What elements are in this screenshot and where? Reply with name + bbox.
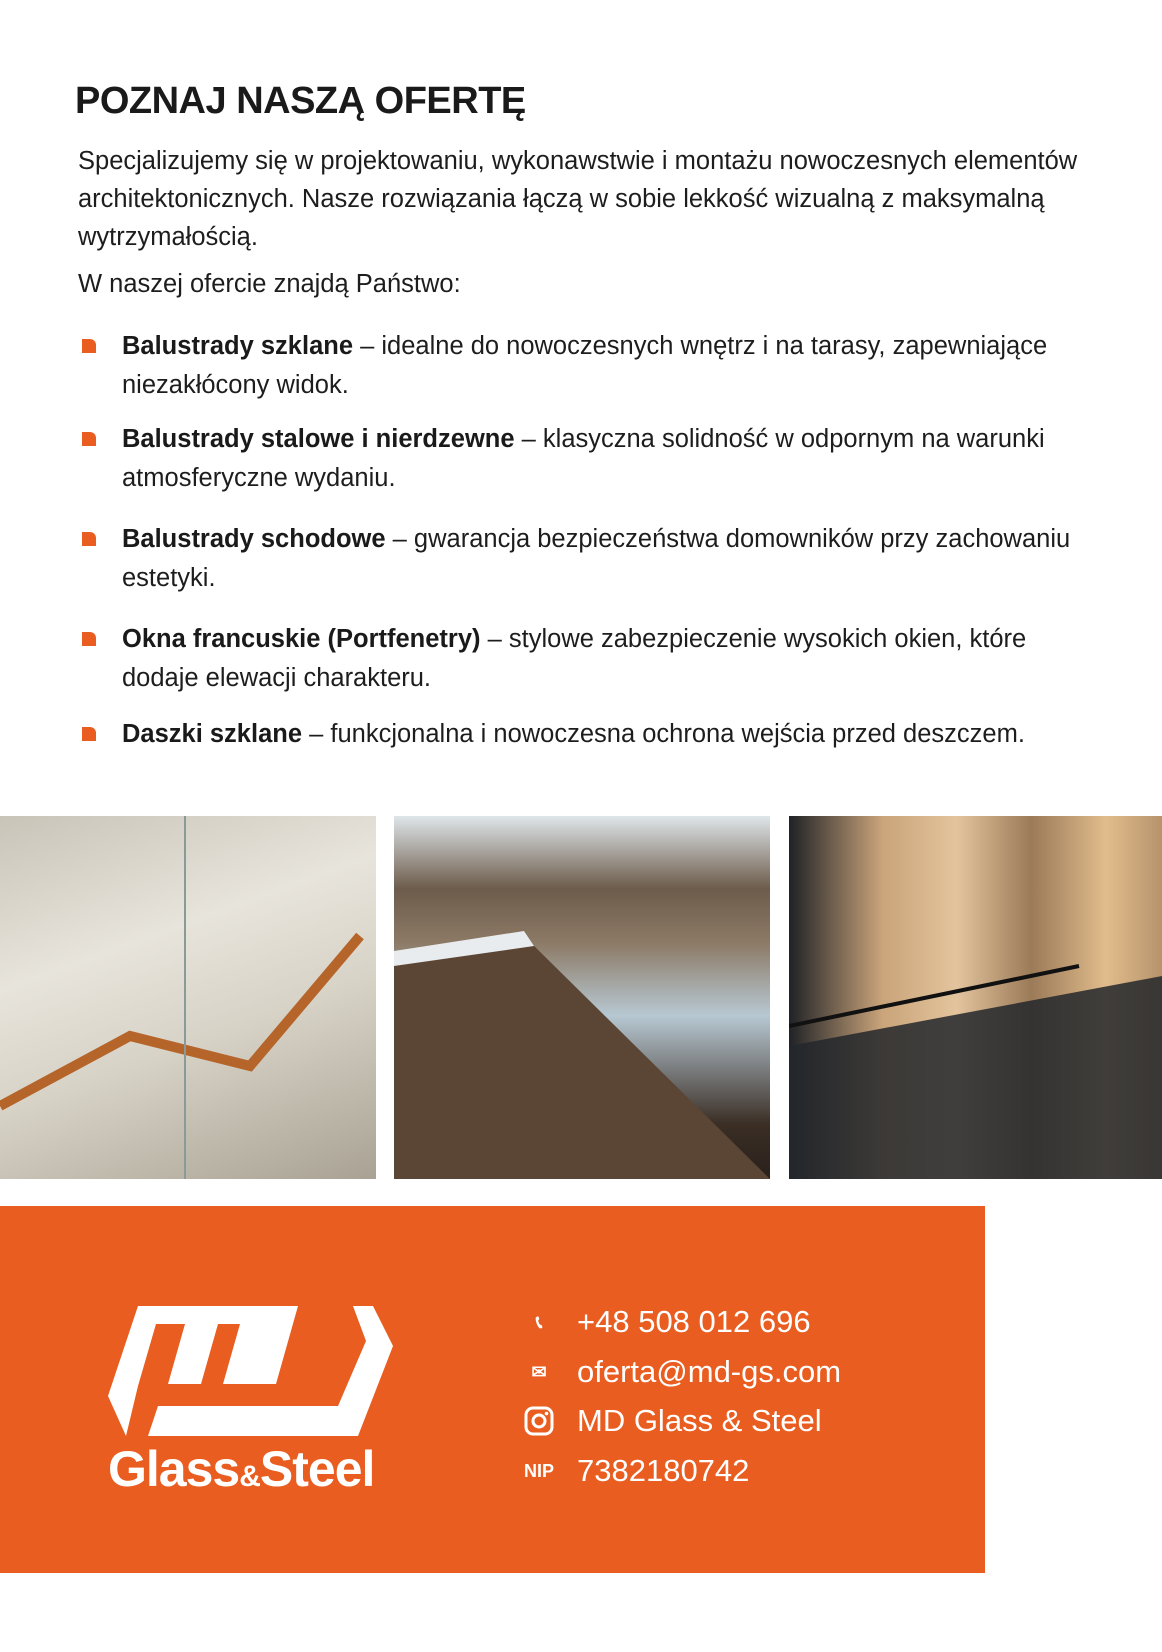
- offer-lead: W naszej ofercie znajdą Państwo:: [78, 270, 461, 298]
- item-desc: – klasyczna solidność w odpornym na warunki atmosferyczne wydaniu.: [122, 425, 1045, 492]
- item-name: Balustrady schodowe: [122, 525, 386, 553]
- contact-footer: [0, 1206, 985, 1573]
- bullet-icon: [82, 532, 96, 546]
- phone-icon: 📞︎: [535, 1311, 543, 1332]
- envelope-icon: ✉: [531, 1361, 547, 1382]
- photo-illuminated-stairs: [789, 816, 1162, 1179]
- list-item: [122, 520, 1102, 598]
- intro-paragraph: Specjalizujemy się w projektowaniu, wykonawstwie i montażu nowoczesnych elementów architektonicznych. Nasze rozwiązania łączą w sobie lekkość wizualną z maksymalną wytrzymałością.: [78, 147, 1078, 251]
- list-item: [122, 420, 1102, 498]
- item-name: Okna francuskie (Portfenetry): [122, 625, 481, 653]
- item-desc: – idealne do nowoczesnych wnętrz i na tarasy, zapewniające niezakłócony widok.: [122, 332, 1048, 399]
- bullet-icon: [82, 432, 96, 446]
- list-item: [122, 715, 1102, 754]
- instagram-icon: [519, 1406, 559, 1436]
- item-name: Daszki szklane: [122, 720, 303, 748]
- bullet-icon: [82, 727, 96, 741]
- nip-label: NIP: [523, 1460, 554, 1481]
- item-desc: – stylowe zabezpieczenie wysokich okien, które dodaje elewacji charakteru.: [122, 625, 1027, 692]
- page-title: POZNAJ NASZĄ OFERTĘ: [75, 80, 526, 122]
- item-name: Balustrady szklane: [122, 332, 354, 360]
- list-item: [122, 620, 1102, 698]
- contact-email[interactable]: ✉ oferta@md-gs.com: [519, 1354, 841, 1390]
- contact-phone[interactable]: 📞︎ +48 508 012 696: [519, 1304, 811, 1340]
- photo-house-glass-balcony: [394, 816, 770, 1179]
- logo-wordmark: Glass&Steel: [108, 1441, 375, 1497]
- list-item: [122, 327, 1102, 405]
- item-desc: – funkcjonalna i nowoczesna ochrona wejścia przed deszczem.: [302, 720, 1025, 748]
- bullet-icon: [82, 632, 96, 646]
- photo-glass-stair-railing: [0, 816, 376, 1179]
- item-desc: – gwarancja bezpieczeństwa domowników przy zachowaniu estetyki.: [122, 525, 1071, 592]
- item-name: Balustrady stalowe i nierdzewne: [122, 425, 515, 453]
- bullet-icon: [82, 339, 96, 353]
- contact-instagram[interactable]: MD Glass & Steel: [519, 1403, 822, 1439]
- contact-nip: NIP 7382180742: [519, 1453, 749, 1489]
- md-logo-icon: [108, 1306, 398, 1436]
